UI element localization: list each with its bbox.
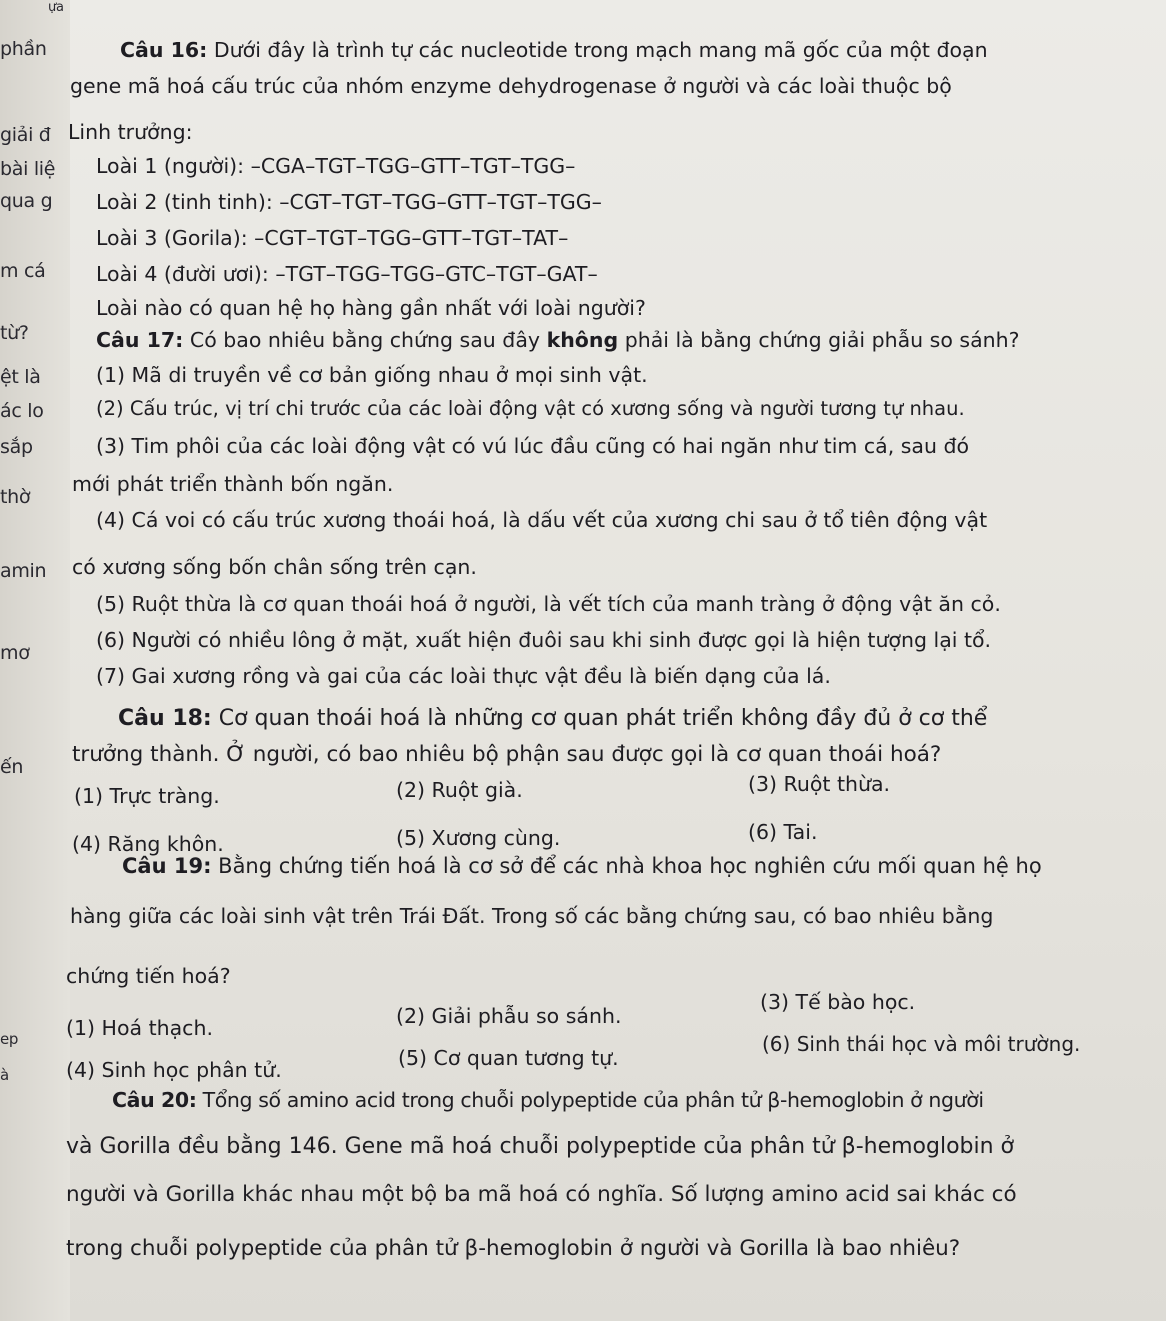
margin-fragment: ep <box>0 1030 19 1048</box>
q16-species-1: Loài 1 (người): –CGA–TGT–TGG–GTT–TGT–TGG– <box>96 154 576 178</box>
q16-species-2: Loài 2 (tinh tinh): –CGT–TGT–TGG–GTT–TGT–TGG– <box>96 190 602 214</box>
q17-label: Câu 17: <box>96 328 184 352</box>
q17-item-4-cont: có xương sống bốn chân sống trên cạn. <box>72 555 477 579</box>
q16-question: Loài nào có quan hệ họ hàng gần nhất với loài người? <box>96 296 646 320</box>
q17-item-6: (6) Người có nhiều lông ở mặt, xuất hiện đuôi sau khi sinh được gọi là hiện tượng lại tổ. <box>96 628 992 652</box>
margin-fragment: m cá <box>0 260 46 282</box>
q19-option-5: (5) Cơ quan tương tự. <box>398 1046 619 1070</box>
margin-fragment: bài liệ <box>0 158 56 180</box>
margin-fragment: ựa <box>48 0 64 15</box>
q16-line-2: gene mã hoá cấu trúc của nhóm enzyme dehydrogenase ở người và các loài thuộc bộ <box>70 74 952 98</box>
q17-item-5: (5) Ruột thừa là cơ quan thoái hoá ở người, là vết tích của manh tràng ở động vật ăn cỏ. <box>96 592 1001 616</box>
q19-option-6: (6) Sinh thái học và môi trường. <box>762 1032 1081 1056</box>
q18-line-2: trưởng thành. Ở người, có bao nhiêu bộ phận sau được gọi là cơ quan thoái hoá? <box>72 742 942 767</box>
margin-fragment: qua g <box>0 190 53 212</box>
q16-species-3: Loài 3 (Gorila): –CGT–TGT–TGG–GTT–TGT–TAT– <box>96 226 569 250</box>
q19-option-2: (2) Giải phẫu so sánh. <box>396 1004 622 1028</box>
margin-fragment: thờ <box>0 486 31 508</box>
q18-option-1: (1) Trực tràng. <box>74 784 220 808</box>
q19-option-4: (4) Sinh học phân tử. <box>66 1058 282 1082</box>
margin-fragment: à <box>0 1066 9 1084</box>
q20-line-3: người và Gorilla khác nhau một bộ ba mã hoá có nghĩa. Số lượng amino acid sai khác có <box>66 1182 1017 1207</box>
margin-fragment: mơ <box>0 642 30 664</box>
q19-option-1: (1) Hoá thạch. <box>66 1016 213 1040</box>
q17-item-3-cont: mới phát triển thành bốn ngăn. <box>72 472 394 496</box>
q16-line-3: Linh trưởng: <box>68 120 193 144</box>
margin-fragment: giải đ <box>0 124 51 146</box>
q16-label: Câu 16: <box>120 38 208 62</box>
q20-label: Câu 20: <box>112 1088 197 1112</box>
q17-item-1: (1) Mã di truyền về cơ bản giống nhau ở mọi sinh vật. <box>96 363 648 387</box>
q18-option-5: (5) Xương cùng. <box>396 826 561 850</box>
q18-option-6: (6) Tai. <box>748 820 818 844</box>
margin-fragment: ến <box>0 756 24 778</box>
q20-line-2: và Gorilla đều bằng 146. Gene mã hoá chuỗi polypeptide của phân tử β-hemoglobin ở <box>66 1134 1015 1159</box>
margin-fragment: amin <box>0 560 47 582</box>
q17-item-4: (4) Cá voi có cấu trúc xương thoái hoá, là dấu vết của xương chi sau ở tổ tiên động vật <box>96 508 988 532</box>
q17-line-1: Câu 17: Có bao nhiêu bằng chứng sau đây không phải là bằng chứng giải phẫu so sánh? <box>96 328 1020 352</box>
q19-line-2: hàng giữa các loài sinh vật trên Trái Đất. Trong số các bằng chứng sau, có bao nhiêu bằng <box>70 904 994 928</box>
margin-fragment: ác lo <box>0 400 44 422</box>
q16-species-4: Loài 4 (đười ươi): –TGT–TGG–TGG–GTC–TGT–GAT– <box>96 262 598 286</box>
q18-label: Câu 18: <box>118 706 212 731</box>
margin-fragment: phần <box>0 38 47 60</box>
q17-item-2: (2) Cấu trúc, vị trí chi trước của các loài động vật có xương sống và người tương tự nhau. <box>96 397 965 420</box>
q18-option-4: (4) Răng khôn. <box>72 832 224 856</box>
q18-option-3: (3) Ruột thừa. <box>748 772 891 796</box>
q18-line-1: Câu 18: Cơ quan thoái hoá là những cơ quan phát triển không đầy đủ ở cơ thể <box>118 706 988 731</box>
margin-fragment: ệt là <box>0 366 41 388</box>
q19-line-1: Câu 19: Bằng chứng tiến hoá là cơ sở để các nhà khoa học nghiên cứu mối quan hệ họ <box>122 854 1042 878</box>
margin-fragment: từ? <box>0 322 29 344</box>
q18-option-2: (2) Ruột già. <box>396 778 523 802</box>
q19-option-3: (3) Tế bào học. <box>760 990 916 1014</box>
q17-item-7: (7) Gai xương rồng và gai của các loài thực vật đều là biến dạng của lá. <box>96 664 831 688</box>
q16-line-1: Câu 16: Dưới đây là trình tự các nucleotide trong mạch mang mã gốc của một đoạn <box>120 38 988 62</box>
q19-label: Câu 19: <box>122 854 212 878</box>
q19-line-3: chứng tiến hoá? <box>66 964 231 988</box>
q20-line-1: Câu 20: Tổng số amino acid trong chuỗi polypeptide của phân tử β-hemoglobin ở người <box>112 1088 984 1112</box>
q20-line-4: trong chuỗi polypeptide của phân tử β-hemoglobin ở người và Gorilla là bao nhiêu? <box>66 1236 961 1261</box>
margin-fragment: sắp <box>0 436 33 458</box>
q17-item-3: (3) Tim phôi của các loài động vật có vú lúc đầu cũng có hai ngăn như tim cá, sau đó <box>96 434 970 458</box>
